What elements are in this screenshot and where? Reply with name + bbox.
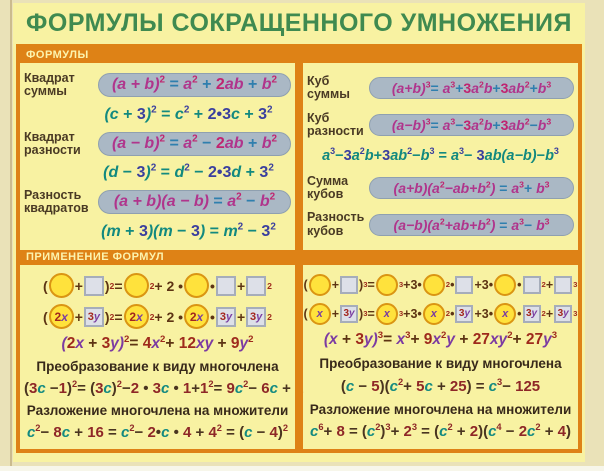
column-divider xyxy=(295,265,303,449)
sum-of-cubes-formula: $(a+b)(a^2-ab+b^2) = a^3+ b^3$ xyxy=(369,177,574,199)
circle-shape: 2 x xyxy=(49,304,74,329)
difference-of-cubes-formula: $(a-b)(a^2+ab+b^2) = a^3- b^3$ xyxy=(369,214,574,236)
circle-shape xyxy=(49,273,74,298)
application-section xyxy=(20,265,578,449)
difference-of-squares-row xyxy=(24,189,291,215)
circle-shape xyxy=(494,274,516,296)
square-of-difference-formula: $(a - b)^2 = a^2 - 2ab + b^2$ xyxy=(98,132,291,156)
factoring-heading-right: Разложение многочлена на множители xyxy=(309,401,572,417)
circle-shape xyxy=(376,274,398,296)
application-section-header: ПРИМЕНЕНИЕ ФОРМУЛ xyxy=(20,250,578,265)
square-of-sum-label: Квадрат суммы xyxy=(24,71,75,99)
poster xyxy=(13,3,585,462)
square-shape xyxy=(340,276,358,294)
formulas-left-column xyxy=(20,63,295,250)
square-shape: 3 y xyxy=(340,305,358,323)
square-shape: 3 y xyxy=(216,307,236,327)
circle-shape xyxy=(423,274,445,296)
square-shape xyxy=(455,276,473,294)
square-shape xyxy=(246,276,266,296)
to-polynomial-example-right: $(c - 5)(c^2+ 5c + 25) = c^3- 125$ xyxy=(340,376,541,395)
square-shape xyxy=(216,276,236,296)
square-shape: 3 y xyxy=(523,305,541,323)
to-polynomial-example-left: $(3c -1)^2= (3c)^2-2$ • 3c • $1+1^2= 9c^2- 6c$ + xyxy=(24,379,296,397)
square-of-difference-label: Квадрат разности xyxy=(24,129,81,157)
cube-of-sum-label: Куб суммы xyxy=(307,74,350,102)
square-of-difference-row xyxy=(24,131,291,157)
circle-shape: x xyxy=(309,303,331,325)
cube-of-difference-formula: $(a-b)^3= a^3-3a^2b+3ab^2-b^3$ xyxy=(369,114,574,136)
cube-of-difference-row xyxy=(307,112,574,138)
cube-of-sum-row xyxy=(307,75,574,101)
formulas-right-column xyxy=(303,63,578,250)
square-shape: 3 y xyxy=(554,305,572,323)
square-shape-substitution-line: ( 2 x + 3 y ) 2 = 2 x 2 + 2 • 2 x • 3 y + 3 y 2 xyxy=(24,304,291,329)
circle-shape: x xyxy=(494,303,516,325)
circle-shape: x xyxy=(376,303,398,325)
square-of-sum-example: $(c + 3)^2 = c^2$ + 2•3c + $3^2$ xyxy=(104,104,273,123)
square-shape-template-line: ( + ) 2 = 2 + 2 • • + 2 xyxy=(24,273,291,298)
circle-shape xyxy=(184,273,209,298)
square-result-line: $(2x + 3y)^2= 4x^2+ 12xy + 9y^2$ xyxy=(61,333,254,352)
formulas-section-header: ФОРМУЛЫ xyxy=(20,48,578,63)
factoring-heading-left: Разложение многочлена на множители xyxy=(26,403,289,418)
factoring-example-left: $c^2- 8c + 16 = c^2-$ 2•c • $4 + 4^2 = (c - 4)^2$ xyxy=(26,423,289,441)
cube-of-sum-formula: $(a+b)^3= a^3+3a^2b+3ab^2+b^3$ xyxy=(369,77,574,99)
application-right-column xyxy=(303,265,578,449)
difference-of-squares-example: $(m + 3)(m - 3) = m^2 - 3^2$ xyxy=(101,221,276,240)
square-shape xyxy=(84,276,104,296)
circle-shape xyxy=(309,274,331,296)
formulas-section xyxy=(20,63,578,250)
sum-of-cubes-label: Сумма кубов xyxy=(307,173,349,201)
square-shape: 3 y xyxy=(84,307,104,327)
photo-edge-line xyxy=(10,0,12,471)
square-shape: 3 y xyxy=(455,305,473,323)
sum-of-cubes-row xyxy=(307,175,574,201)
to-polynomial-heading-right: Преобразование к виду многочлена xyxy=(319,356,562,371)
column-divider xyxy=(295,63,303,250)
cube-result-line: $(x + 3y)^3= x^3+ 9x^2y + 27xy^2+ 27y^3$ xyxy=(323,330,558,349)
content-frame xyxy=(16,44,582,453)
difference-of-squares-label: Разность квадратов xyxy=(24,188,89,216)
circle-shape: 2 x xyxy=(184,304,209,329)
difference-of-cubes-row xyxy=(307,211,574,237)
difference-of-squares-formula: $(a + b)(a - b) = a^2 - b^2$ xyxy=(98,190,291,214)
cube-of-difference-label: Куб разности xyxy=(307,110,364,139)
square-shape xyxy=(523,276,541,294)
to-polynomial-heading-left: Преобразование к виду многочлена xyxy=(36,359,279,374)
cube-shape-template-line: ( + ) 3 = 3 +3• 2 • +3• • 2 + 3 xyxy=(307,274,574,296)
photo-bottom-strip xyxy=(0,466,604,471)
cube-expanded-line: $a^3-3a^2b+3ab^2-b^3 = a^3- 3ab(a-b)-b^3$ xyxy=(322,146,559,165)
difference-of-cubes-label: Разность кубов xyxy=(307,210,365,238)
page-title: ФОРМУЛЫ СОКРАЩЕННОГО УМНОЖЕНИЯ xyxy=(26,9,572,37)
circle-shape: x xyxy=(423,303,445,325)
application-left-column xyxy=(20,265,295,449)
cube-shape-substitution-line: ( x + 3 y ) 3 = x 3 +3• x 2 • 3 y +3• x • 3 y 2 + 3 y 3 xyxy=(307,303,574,325)
circle-shape: 2 x xyxy=(124,304,149,329)
square-shape xyxy=(554,276,572,294)
factoring-example-right: $c^6+ 8 = (c^2)^3+ 2^3 = (c^2 + 2)(c^4 - 2c^2 + 4)$ xyxy=(309,422,572,441)
square-of-difference-example: $(d - 3)^2 = d^2$ − 2•3d + $3^2$ xyxy=(103,162,274,182)
square-of-sum-row xyxy=(24,72,291,98)
square-of-sum-formula: $(a + b)^2 = a^2 + 2ab + b^2$ xyxy=(98,73,291,97)
square-shape: 3 y xyxy=(246,307,266,327)
circle-shape xyxy=(124,273,149,298)
